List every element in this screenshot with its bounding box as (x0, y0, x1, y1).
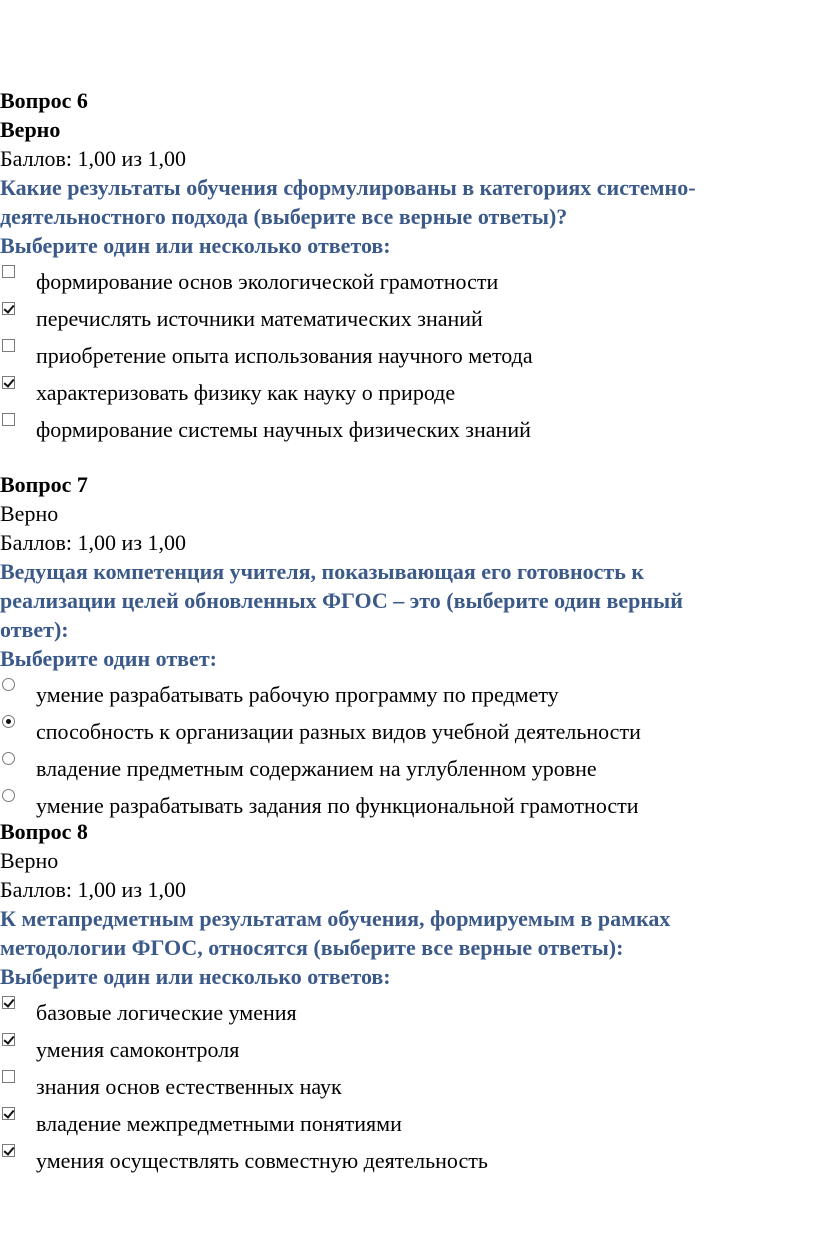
answer-label: способность к организации разных видов учебной деятельности (36, 719, 641, 744)
checkbox-icon[interactable] (2, 1144, 15, 1157)
answer-option[interactable] (0, 300, 816, 337)
radio-icon[interactable] (2, 752, 15, 765)
checkbox-icon[interactable] (2, 265, 15, 278)
answer-label: формирование основ экологической грамотности (36, 269, 499, 294)
answer-option[interactable] (0, 411, 816, 448)
question-8 (0, 817, 816, 1179)
answer-prompt: Выберите один или несколько ответов: (0, 964, 391, 989)
answer-options (0, 263, 816, 448)
question-score: Баллов: 1,00 из 1,00 (0, 877, 187, 902)
question-score: Баллов: 1,00 из 1,00 (0, 146, 187, 171)
question-7 (0, 470, 816, 817)
answer-label: базовые логические умения (36, 1000, 297, 1025)
answer-options (0, 994, 816, 1179)
checkbox-icon[interactable] (2, 1033, 15, 1046)
quiz-review (0, 86, 816, 1179)
question-text: Ведущая компетенция учителя, показывающая его готовность к реализации целей обновленных ФГОС – это (выберите один верный ответ): (0, 559, 683, 642)
answer-option[interactable] (0, 1105, 816, 1142)
answer-option[interactable] (0, 750, 816, 787)
answer-option[interactable] (0, 263, 816, 300)
answer-options (0, 676, 816, 817)
answer-label: владение межпредметными понятиями (36, 1111, 402, 1136)
answer-option[interactable] (0, 1068, 816, 1105)
checkbox-icon[interactable] (2, 413, 15, 426)
answer-option[interactable] (0, 337, 816, 374)
answer-label: знания основ естественных наук (36, 1074, 342, 1099)
answer-option[interactable] (0, 374, 816, 411)
answer-option[interactable] (0, 1031, 816, 1068)
radio-icon[interactable] (2, 789, 15, 802)
answer-option[interactable] (0, 1142, 816, 1179)
checkbox-icon[interactable] (2, 339, 15, 352)
question-number: Вопрос 8 (0, 819, 88, 844)
answer-prompt: Выберите один ответ: (0, 646, 217, 671)
answer-option[interactable] (0, 676, 816, 713)
answer-option[interactable] (0, 787, 816, 817)
radio-icon[interactable] (2, 715, 15, 728)
question-status: Верно (0, 501, 59, 526)
answer-label: умения осуществлять совместную деятельность (36, 1148, 488, 1173)
checkbox-icon[interactable] (2, 1107, 15, 1120)
answer-label: умение разрабатывать рабочую программу по предмету (36, 682, 559, 707)
checkbox-icon[interactable] (2, 996, 15, 1009)
answer-option[interactable] (0, 713, 816, 750)
question-text: Какие результаты обучения сформулированы в категориях системно- деятельностного подхода (выберите все верные ответы)? (0, 175, 696, 229)
answer-prompt: Выберите один или несколько ответов: (0, 233, 391, 258)
answer-label: владение предметным содержанием на углубленном уровне (36, 756, 597, 781)
answer-label: умения самоконтроля (36, 1037, 240, 1062)
question-number: Вопрос 6 (0, 88, 88, 113)
checkbox-icon[interactable] (2, 302, 15, 315)
answer-label: формирование системы научных физических знаний (36, 417, 531, 442)
checkbox-icon[interactable] (2, 376, 15, 389)
radio-icon[interactable] (2, 678, 15, 691)
answer-label: перечислять источники математических знаний (36, 306, 483, 331)
question-score: Баллов: 1,00 из 1,00 (0, 530, 187, 555)
question-6 (0, 86, 816, 448)
question-status: Верно (0, 848, 59, 873)
spacer (0, 448, 816, 470)
question-number: Вопрос 7 (0, 472, 88, 497)
answer-label: умение разрабатывать задания по функциональной грамотности (36, 793, 639, 818)
answer-label: характеризовать физику как науку о природе (36, 380, 456, 405)
answer-option[interactable] (0, 994, 816, 1031)
checkbox-icon[interactable] (2, 1070, 15, 1083)
question-status: Верно (0, 117, 61, 142)
question-text: К метапредметным результатам обучения, формируемым в рамках методологии ФГОС, относятся (выберите все верные ответы): (0, 906, 671, 960)
answer-label: приобретение опыта использования научного метода (36, 343, 533, 368)
